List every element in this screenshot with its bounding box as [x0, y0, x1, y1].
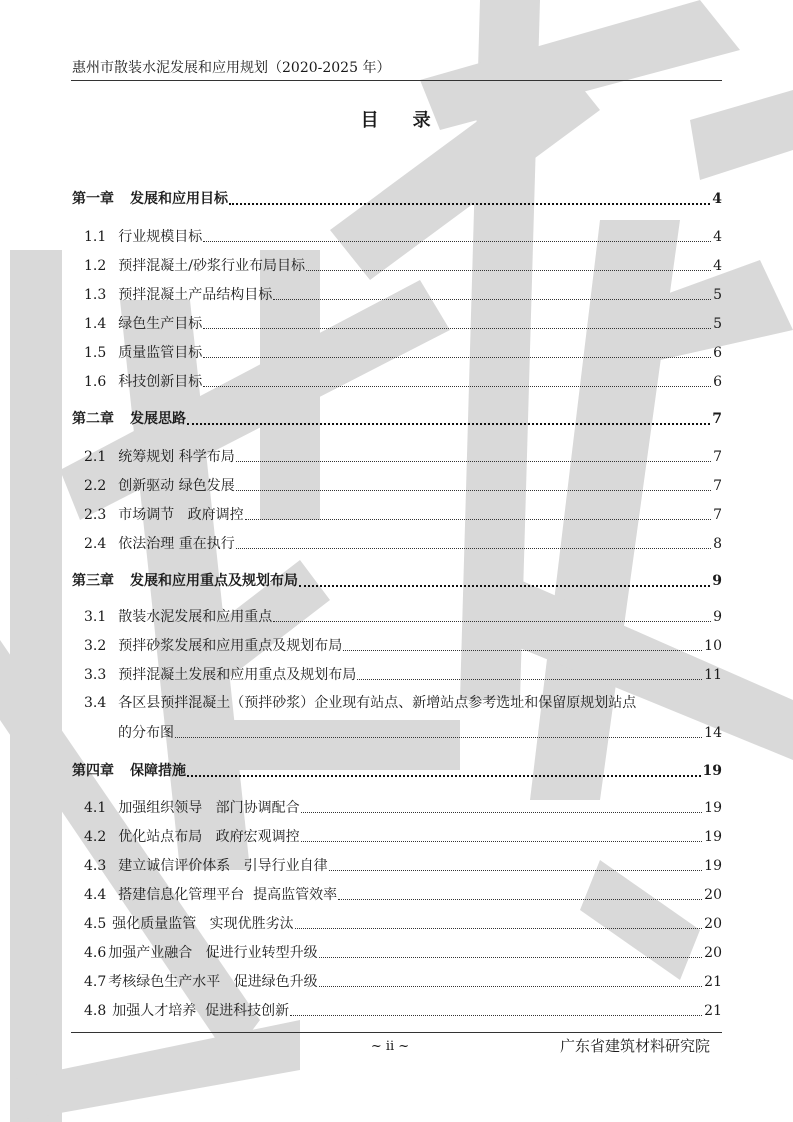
- toc-number: 4.4: [84, 887, 107, 903]
- toc-section-3-4[interactable]: [72, 694, 722, 744]
- toc-number: 1.5: [84, 345, 107, 361]
- toc-section-4-4[interactable]: [72, 882, 722, 904]
- footer-organization: 广东省建筑材料研究院: [559, 1037, 710, 1055]
- toc-number: 第三章: [72, 573, 114, 589]
- toc-section-1-3[interactable]: [72, 282, 722, 304]
- toc-section-4-6[interactable]: [72, 940, 722, 962]
- toc-page-number: 7: [713, 507, 722, 523]
- toc-section-1-5[interactable]: [72, 340, 722, 362]
- toc-number: 1.4: [84, 316, 107, 332]
- toc-number: 1.1: [84, 229, 107, 245]
- toc-page-number: 21: [704, 974, 722, 990]
- toc-title: 加强组织领导 部门协调配合: [118, 800, 300, 816]
- toc-section-3-3[interactable]: [72, 662, 722, 684]
- toc-page-number: 5: [713, 287, 722, 303]
- toc-section-4-8[interactable]: [72, 998, 722, 1020]
- toc-title: 加强产业融合 促进行业转型升级: [108, 945, 318, 961]
- footer-page-number: ~ ii ~: [370, 1039, 410, 1054]
- toc-title: 预拌砂浆发展和应用重点及规划布局: [118, 638, 343, 654]
- toc-title: 绿色生产目标: [118, 316, 203, 332]
- toc-page-number: 6: [713, 345, 722, 361]
- toc-section-1-2[interactable]: [72, 253, 722, 275]
- toc-number: 1.3: [84, 287, 107, 303]
- toc-number: 4.5: [84, 916, 107, 932]
- dot-leader: [203, 241, 711, 242]
- toc-section-4-7[interactable]: [72, 969, 722, 991]
- dot-leader: [357, 679, 702, 680]
- page-title: 目 录: [360, 110, 433, 131]
- toc-page-number: 9: [712, 573, 722, 589]
- toc-section-2-4[interactable]: [72, 531, 722, 553]
- toc-page-number: 7: [712, 411, 722, 427]
- dot-leader: [295, 928, 703, 929]
- toc-title: 散装水泥发展和应用重点: [118, 609, 273, 625]
- toc-title: 优化站点布局 政府宏观调控: [118, 829, 300, 845]
- toc-page-number: 5: [713, 316, 722, 332]
- toc-number: 第一章: [72, 191, 114, 207]
- toc-title: 发展思路: [130, 411, 186, 427]
- toc-title: 建立诚信评价体系 引导行业自律: [118, 858, 328, 874]
- toc-section-3-2[interactable]: [72, 633, 722, 655]
- toc-section-4-5[interactable]: [72, 911, 722, 933]
- toc-page-number: 21: [704, 1003, 722, 1019]
- dot-leader: [273, 621, 711, 622]
- toc-page-number: 8: [713, 536, 722, 552]
- toc-section-2-1[interactable]: [72, 444, 722, 466]
- toc-number: 1.2: [84, 258, 107, 274]
- toc-page-number: 7: [713, 449, 722, 465]
- toc-page-number: 20: [704, 945, 722, 961]
- toc-title-continued: 的分布图: [118, 725, 174, 741]
- dot-leader: [299, 585, 710, 587]
- toc-title: 预拌混凝土/砂浆行业布局目标: [118, 258, 305, 274]
- toc-title: 各区县预拌混凝土（预拌砂浆）企业现有站点、新增站点参考选址和保留原规划站点: [118, 695, 637, 711]
- dot-leader: [338, 899, 702, 900]
- toc-title: 预拌混凝土发展和应用重点及规划布局: [118, 667, 357, 683]
- dot-leader: [329, 870, 703, 871]
- dot-leader: [301, 841, 703, 842]
- footer-rule: [71, 1032, 722, 1033]
- toc-page-number: 4: [713, 229, 722, 245]
- dot-leader: [203, 328, 711, 329]
- toc-number: 3.1: [84, 609, 107, 625]
- toc-section-3-1[interactable]: [72, 604, 722, 626]
- toc-number: 4.2: [84, 829, 107, 845]
- toc-chapter-2[interactable]: [72, 406, 722, 428]
- toc-section-1-4[interactable]: [72, 311, 722, 333]
- toc-page-number: 19: [704, 858, 722, 874]
- toc-title: 保障措施: [130, 763, 186, 779]
- toc-section-4-3[interactable]: [72, 853, 722, 875]
- toc-chapter-4[interactable]: [72, 758, 722, 780]
- toc-number: 2.4: [84, 536, 107, 552]
- toc-number: 4.6: [84, 945, 107, 961]
- toc-number: 3.3: [84, 667, 107, 683]
- toc-title: 质量监管目标: [118, 345, 203, 361]
- toc-title: 预拌混凝土产品结构目标: [118, 287, 273, 303]
- dot-leader: [203, 357, 711, 358]
- dot-leader: [236, 548, 711, 549]
- toc-page-number: 6: [713, 374, 722, 390]
- header-rule: [71, 80, 722, 81]
- dot-leader: [306, 270, 711, 271]
- toc-title: 发展和应用目标: [130, 191, 228, 207]
- toc-section-2-3[interactable]: [72, 502, 722, 524]
- dot-leader: [319, 986, 703, 987]
- toc-number: 4.7: [84, 974, 107, 990]
- toc-title: 市场调节 政府调控: [118, 507, 244, 523]
- toc-page-number: 19: [704, 829, 722, 845]
- toc-number: 4.8: [84, 1003, 107, 1019]
- toc-page-number: 19: [702, 763, 722, 779]
- toc-number: 2.1: [84, 449, 107, 465]
- toc-number: 4.3: [84, 858, 107, 874]
- toc-page-number: 14: [704, 725, 722, 741]
- toc-title: 搭建信息化管理平台 提高监管效率: [118, 887, 338, 903]
- toc-title: 加强人才培养 促进科技创新: [112, 1003, 290, 1019]
- toc-section-1-6[interactable]: [72, 369, 722, 391]
- toc-title: 依法治理 重在执行: [118, 536, 235, 552]
- dot-leader: [245, 519, 711, 520]
- toc-number: 1.6: [84, 374, 107, 390]
- toc-number: 第四章: [72, 763, 114, 779]
- toc-section-4-1[interactable]: [72, 795, 722, 817]
- dot-leader: [301, 812, 703, 813]
- dot-leader: [236, 490, 711, 491]
- dot-leader: [203, 386, 711, 387]
- toc-section-2-2[interactable]: [72, 473, 722, 495]
- toc-chapter-3[interactable]: [72, 568, 722, 590]
- dot-leader: [236, 461, 711, 462]
- toc-page-number: 4: [713, 258, 722, 274]
- toc-number: 2.3: [84, 507, 107, 523]
- dot-leader: [273, 299, 711, 300]
- toc-title: 发展和应用重点及规划布局: [130, 573, 298, 589]
- toc-title: 强化质量监管 实现优胜劣汰: [112, 916, 294, 932]
- toc-title: 创新驱动 绿色发展: [118, 478, 235, 494]
- toc-number: 4.1: [84, 800, 107, 816]
- toc-page-number: 9: [713, 609, 722, 625]
- toc-title: 科技创新目标: [118, 374, 203, 390]
- toc-title: 统筹规划 科学布局: [118, 449, 235, 465]
- toc-number: 3.2: [84, 638, 107, 654]
- toc-number: 2.2: [84, 478, 107, 494]
- toc-page-number: 11: [704, 667, 722, 683]
- toc-page-number: 4: [712, 191, 722, 207]
- running-header: 惠州市散装水泥发展和应用规划（2020-2025 年）: [72, 60, 391, 76]
- dot-leader: [290, 1015, 702, 1016]
- dot-leader: [319, 957, 703, 958]
- dot-leader: [229, 203, 710, 205]
- toc-page-number: 20: [704, 887, 722, 903]
- toc-page-number: 20: [704, 916, 722, 932]
- dot-leader: [175, 737, 702, 738]
- toc-page-number: 19: [704, 800, 722, 816]
- dot-leader: [187, 775, 701, 777]
- toc-title: 行业规模目标: [118, 229, 203, 245]
- toc-title: 考核绿色生产水平 促进绿色升级: [108, 974, 318, 990]
- toc-number: 3.4: [84, 695, 107, 711]
- dot-leader: [187, 423, 710, 425]
- toc-page-number: 10: [704, 638, 722, 654]
- toc-page-number: 7: [713, 478, 722, 494]
- dot-leader: [343, 650, 702, 651]
- toc-section-1-1[interactable]: [72, 224, 722, 246]
- toc-section-4-2[interactable]: [72, 824, 722, 846]
- toc-number: 第二章: [72, 411, 114, 427]
- toc-chapter-1[interactable]: [72, 186, 722, 208]
